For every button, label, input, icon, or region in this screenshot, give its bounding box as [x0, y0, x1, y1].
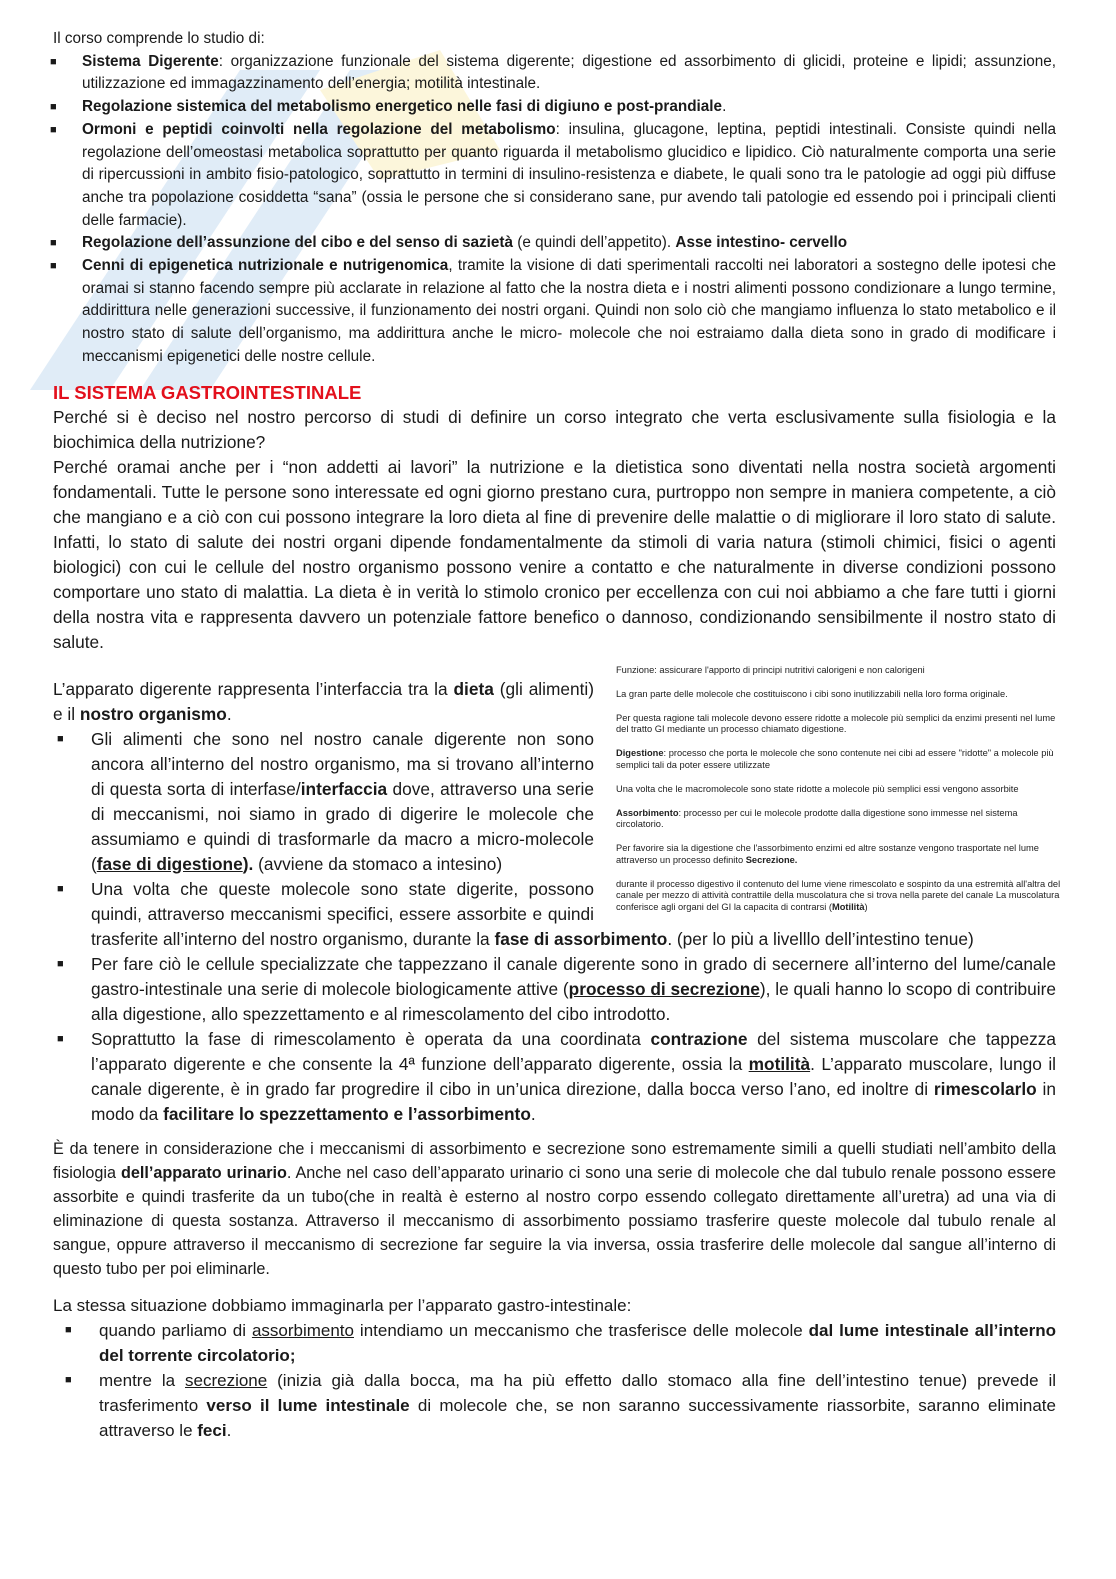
text-run: ) — [864, 901, 868, 912]
text-run: . L’apparato muscolare, lungo il canale digerente, è in grado far progredire il cibo in un’unica direzione, dalla bocca verso l’ano, ed inoltre di — [91, 1053, 1056, 1099]
text-run: Soprattutto la fase di rimescolamento è operata da una coordinata — [91, 1028, 651, 1049]
bold-text: fase di assorbimento — [494, 928, 668, 949]
bullet-icon: ■ — [57, 1032, 64, 1045]
bold-text: Cenni di epigenetica nutrizionale e nutrigenomica — [82, 257, 449, 275]
text-run: : processo che porta le molecole che sono contenute nei cibi ad essere "ridotte" a molecole più semplici tali da poter essere utilizzate — [616, 748, 1054, 770]
bullet-icon: ■ — [65, 1323, 72, 1336]
list-item — [50, 51, 1056, 96]
text-run: Per favorire sia la digestione che l'assorbimento enzimi ed altre sostanze vengono trasportate nel lume attraverso un processo definito — [616, 843, 1039, 865]
text-run: (e quindi dell’appetito). — [512, 234, 676, 252]
text-run: quando parliamo di — [99, 1320, 252, 1340]
text-run: , tramite la visione di dati sperimentali raccolti nei laboratori a sostegno delle ipotesi che oramai si stanno facendo sempre più acclarate in relazione al fatto che la nostra dieta e i nostri alimenti possono condizionare a lungo termine, addirittura nelle generazioni successive, il funzionamento dei nostri organi. Quindi non solo ciò che mangiamo influenza lo stato metabolico e il nostro stato di salute dell’organismo, ma addirittura anche le micro- molecole che noi estraiamo dalla dieta sono in grado di modificare i meccanismi epigenetici delle nostre cellule. — [82, 257, 1056, 365]
bullet-icon: ■ — [65, 1373, 72, 1386]
text-run: intendiamo un meccanismo che trasferisce delle molecole — [354, 1320, 809, 1340]
paragraph — [53, 455, 1056, 655]
text-run: Perché si è deciso nel nostro percorso di studi di definire un corso integrato che verta esclusivamente sulla fisiologia e la biochimica della nutrizione? — [53, 406, 1056, 452]
bold-text: Sistema Digerente — [82, 52, 219, 70]
text-run: dove, attraverso una serie di meccanismi, noi siamo in grado di digerire le molecole che assumiamo e quindi di trasformarle da macro a micro-molecole ( — [91, 778, 594, 874]
text-run: del sistema muscolare che tappezza l’apparato digerente e che consente la 4ª funzione dell’apparato digerente, ossia la — [91, 1028, 1056, 1074]
text-run: Perché oramai anche per i “non addetti ai lavori” la nutrizione e la dietistica sono diventati nella nostra società argomenti fondamentali. Tutte le persone sono interessate ed ogni giorno prestano cura, purtroppo non sempre in maniera competente, a ciò che mangiano e a ciò con cui possono integrare la loro dieta al fine di prevenire delle malattie o di migliorare il loro stato di salute. Infatti, lo stato di salute dei nostri organi dipende fondamentalmente da stimoli di varia natura (stimoli chimici, fisici o agenti biologici) con cui le cellule del nostro organismo possono venire a contatto e che naturalmente in diverse condizioni possono comportare uno stato di malattia. La dieta è in verità lo stimolo cronico per eccellenza con cui noi abbiamo a che fare tutti i giorni della nostra vita e rappresenta davvero un potenziale fattore benefico o dannoso, condizionando sensibilmente il nostro stato di salute. — [53, 456, 1056, 652]
bullet-icon: ■ — [50, 101, 57, 114]
bold-text: ). — [242, 853, 254, 874]
bold-text: verso il lume intestinale — [206, 1395, 410, 1415]
text-run: in modo da — [91, 1078, 1056, 1124]
underlined-text: assorbimento — [251, 1320, 354, 1340]
course-contents — [50, 28, 1056, 369]
list-item — [50, 119, 1056, 233]
text-run — [185, 1371, 267, 1390]
bullet-icon: ■ — [57, 732, 64, 745]
list-item — [50, 255, 1056, 369]
underlined-text: motilità — [748, 1053, 811, 1074]
urinary-paragraph — [53, 1137, 1056, 1281]
text-run: Una volta che le macromolecole sono state ridotte a molecole più semplici essi vengono assorbite — [616, 783, 1019, 794]
document-page — [50, 28, 1061, 1443]
list-item — [53, 1027, 1056, 1127]
list-item — [53, 1368, 1056, 1443]
bold-text: dieta — [453, 678, 494, 699]
bold-text: dal lume intestinale all’interno del torrente circolatorio; — [99, 1320, 1056, 1365]
text-run: L’apparato digerente rappresenta l’interfaccia tra la — [53, 678, 454, 699]
list-item — [50, 96, 1056, 119]
bold-text: rimescolarlo — [933, 1078, 1037, 1099]
text-run: . — [530, 1103, 536, 1124]
text-run: Per fare ciò le cellule specializzate che tappezzano il canale digerente sono in grado di secernere all’interno del lume/canale gastro-intestinale una serie di molecole biologicamente attive ( — [91, 953, 1056, 999]
bullet-icon: ■ — [50, 55, 57, 68]
digestion-bullets — [53, 727, 1056, 1127]
bold-text: nostro organismo — [79, 703, 227, 724]
text-run: di molecole che, se non saranno successivamente riassorbite, saranno eliminate attraverso le — [99, 1395, 1056, 1440]
course-intro: Il corso comprende lo studio di: — [53, 30, 265, 47]
bold-text: Secrezione. — [745, 854, 798, 865]
list-item — [53, 1318, 1056, 1368]
underlined-text: processo di secrezione — [568, 978, 760, 999]
bold-text: interfaccia — [300, 778, 388, 799]
text-run: Una volta che queste molecole sono state digerite, possono quindi, attraverso meccanismi specifici, essere assorbite e quindi trasferite all’interno del nostro organismo, durante la — [91, 878, 594, 949]
text-run — [252, 1321, 354, 1340]
text-run: : organizzazione funzionale del sistema digerente; digestione ed assorbimento di glicidi, proteine e lipidi; assunzione, utilizzazione ed immagazzinamento dell’energia; motilità intestinale. — [82, 52, 1056, 93]
list-item — [53, 952, 1056, 1027]
text-run: (inizia già dalla bocca, ma ha più effetto dallo stomaco alla fine dell’intestino tenue) prevede il trasferimento — [99, 1370, 1057, 1415]
figure-line — [616, 665, 1062, 677]
text-run: : insulina, glucagone, leptina, peptidi intestinali. Consiste quindi nella regolazione dell’omeostasi metabolica soprattutto per quanto riguarda il metabolismo glucidico e lipidico. Ciò naturalmente comporta una serie di ripercussioni in ambito fisio-patologico, soprattutto in termini di insulino-resistenza e diabete, le quali sono tra le patologie ad oggi più diffuse anche tra popolazione cosiddetta “sana” (ossia le persone che si considerano sane, pur avendo tali patologie ed essendo poi i principali clienti delle farmacie). — [82, 120, 1056, 229]
bold-text — [97, 854, 243, 874]
list-item — [50, 232, 1056, 255]
figure-line — [616, 689, 1062, 701]
bullet-icon: ■ — [57, 882, 64, 895]
gi-comparison — [53, 1293, 1056, 1443]
bold-text: Ormoni e peptidi coinvolti nella regolazione del metabolismo — [82, 120, 556, 138]
bold-text: Regolazione sistemica del metabolismo energetico nelle fasi di digiuno e post-prandiale — [82, 98, 723, 116]
bold-text: contrazione — [650, 1028, 748, 1049]
text-run: . (per lo più a livelllo dell’intestino tenue) — [667, 928, 974, 949]
bullet-icon: ■ — [57, 957, 64, 970]
bold-text: facilitare lo spezzettamento e l’assorbimento — [163, 1103, 531, 1124]
list-item — [53, 727, 1056, 877]
text-run: (gli alimenti) e il — [53, 678, 595, 724]
urinary-section — [53, 1137, 1056, 1281]
section-heading: IL SISTEMA GASTROINTESTINALE — [53, 381, 362, 403]
bullet-icon: ■ — [50, 260, 57, 273]
gi-intro: La stessa situazione dobbiamo immaginarla per l’apparato gastro-intestinale: — [53, 1295, 632, 1315]
text-run: . Anche nel caso dell’apparato urinario ci sono una serie di molecole che dal tubulo renale possono essere assorbite e quindi trasferite da un tubo(che in realtà è esterno al nostro corpo essendo collegato direttamente all’uretra) ad una via di eliminazione di questa sostanza. Attraverso il meccanismo di assorbimento possiamo trasferire queste molecole dal tubulo renale al sangue, oppure attraverso il meccanismo di secrezione far seguire la via inversa, ossia trasferire delle molecole dal sangue all’interno di questo tubo per poi eliminarle. — [53, 1163, 1056, 1278]
bold-text: dell’apparato urinario — [120, 1163, 287, 1182]
course-list — [50, 51, 1056, 369]
text-run: La gran parte delle molecole che costituiscono i cibi sono inutilizzabili nella loro forma originale. — [616, 688, 1008, 699]
text-run: Per questa ragione tali molecole devono essere ridotte a molecole più semplici da enzimi presenti nel lume del tratto GI mediante un processo chiamato digestione. — [616, 712, 1056, 735]
text-run: È da tenere in considerazione che i meccanismi di assorbimento e secrezione sono estremamente simili a quelli studiati nell’ambito della fisiologia — [53, 1139, 1056, 1182]
underlined-text: secrezione — [185, 1370, 268, 1390]
text-run: (avviene da stomaco a intesino) — [253, 853, 503, 874]
text-run: durante il processo digestivo il contenuto del lume viene rimescolato e sospinto da una estremità all'altra del canale per mezzo di attività contrattile della muscolatura che si trova nella parete del canale La muscolatura conferisce agli organi del GI la capacita di contrarsi ( — [616, 878, 1061, 912]
text-run: . — [226, 1420, 232, 1440]
gi-bullets — [53, 1318, 1056, 1443]
bold-text: Motilità — [832, 901, 865, 912]
gi-section — [53, 405, 1061, 1127]
bold-text — [749, 1054, 810, 1074]
bold-text — [569, 979, 760, 999]
list-item — [53, 877, 1056, 952]
text-run: mentre la — [99, 1370, 185, 1390]
text-run: . — [226, 703, 232, 724]
text-run: Gli alimenti che sono nel nostro canale digerente non sono ancora all’interno del nostro organismo, ma si trovano all’interno di questa sorta di interfase/ — [91, 728, 594, 799]
paragraph — [53, 405, 1056, 455]
bullet-icon: ■ — [50, 237, 57, 250]
bold-text: Regolazione dell’assunzione del cibo e del senso di sazietà — [82, 234, 513, 252]
bold-text: Assorbimento — [616, 807, 679, 818]
text-run: Funzione: assicurare l'apporto di principi nutritivi calorigeni e non calorigeni — [616, 664, 925, 675]
text-run: . — [722, 98, 727, 116]
bold-text: Digestione — [616, 748, 664, 759]
underlined-text: fase di digestione — [96, 853, 243, 874]
bold-text: Asse intestino- cervello — [675, 234, 848, 252]
text-run: ), le quali hanno lo scopo di contribuire alla digestione, allo spezzettamento e al rimescolamento del cibo introdotto. — [91, 978, 1056, 1024]
text-run: : processo per cui le molecole prodotte dalla digestione sono immesse nel sistema circolatorio. — [616, 807, 1018, 830]
bold-text: feci — [197, 1420, 227, 1440]
bullet-icon: ■ — [50, 123, 57, 136]
